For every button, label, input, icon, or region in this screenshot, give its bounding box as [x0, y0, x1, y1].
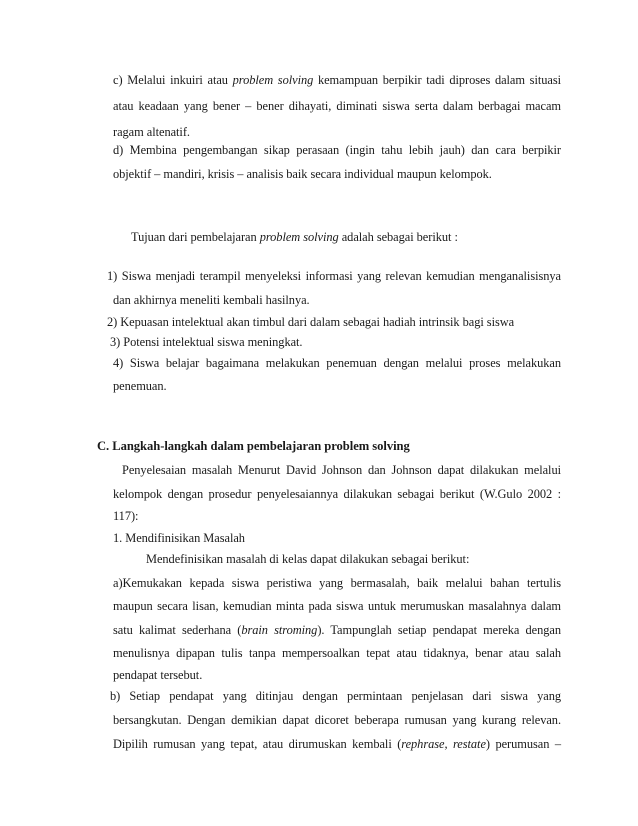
para-d-line-2: objektif – mandiri, krisis – analisis baik secara individual maupun kelompok. [113, 167, 492, 181]
item-a-line-5: pendapat tersebut. [113, 668, 203, 682]
tujuan-item-3: 3) Potensi intelektual siswa meningkat. [110, 335, 303, 349]
italic-term: rephrase, restate [401, 737, 486, 751]
tujuan-item-4: 4) Siswa belajar bagaimana melakukan penemuan dengan melalui proses melakukan [113, 356, 561, 370]
item-a-line-1: a)Kemukakan kepada siswa peristiwa yang bermasalah, baik melalui bahan tertulis [113, 576, 561, 590]
italic-term: brain stroming [241, 623, 318, 637]
item-b-line-2: bersangkutan. Dengan demikian dapat dicoret beberapa rumusan yang kurang relevan. [113, 713, 561, 727]
para-c-line-3: ragam altenatif. [113, 125, 190, 139]
item-a-line-3: satu kalimat sederhana (brain stroming). Tampunglah setiap pendapat mereka dengan [113, 623, 561, 637]
item-b-line-1: b) Setiap pendapat yang ditinjau dengan permintaan penjelasan dari siswa yang [110, 689, 561, 703]
item-b-line-3: Dipilih rumusan yang tepat, atau dirumuskan kembali (rephrase, restate) perumusan – [113, 737, 561, 751]
tujuan-item-4-cont: penemuan. [113, 379, 167, 393]
section-heading: C. Langkah-langkah dalam pembelajaran problem solving [97, 439, 410, 453]
item-a-line-2: maupun secara lisan, kemudian minta pada siswa untuk merumuskan masalahnya dalam [113, 599, 561, 613]
intro-line-1: Penyelesaian masalah Menurut David Johnson dan Johnson dapat dilakukan melalui [122, 463, 561, 477]
para-c-line-2: atau keadaan yang bener – bener dihayati, diminati siswa serta dalam berbagai macam [113, 99, 561, 113]
italic-term: problem solving [259, 230, 339, 244]
intro-line-2: kelompok dengan prosedur penyelesaiannya dilakukan sebagai berikut (W.Gulo 2002 : [113, 487, 561, 501]
tujuan-item-1: 1) Siswa menjadi terampil menyeleksi informasi yang relevan kemudian menganalisisnya [107, 269, 561, 283]
step-1-title: 1. Mendifinisikan Masalah [113, 531, 245, 545]
step-1-intro: Mendefinisikan masalah di kelas dapat dilakukan sebagai berikut: [146, 552, 470, 566]
intro-line-3: 117): [113, 509, 139, 523]
tujuan-item-1-cont: dan akhirnya meneliti kembali hasilnya. [113, 293, 310, 307]
italic-term: problem solving [232, 73, 314, 87]
para-d-line-1: d) Membina pengembangan sikap perasaan (ingin tahu lebih jauh) dan cara berpikir [113, 143, 561, 157]
para-c-line-1: c) Melalui inkuiri atau problem solving kemampuan berpikir tadi diproses dalam situasi [113, 73, 561, 87]
tujuan-item-2: 2) Kepuasan intelektual akan timbul dari dalam sebagai hadiah intrinsik bagi siswa [107, 315, 515, 329]
item-a-line-4: menulisnya dipapan tulis tanpa mempersoalkan tepat atau tidaknya, benar atau salah [113, 646, 561, 660]
tujuan-intro: Tujuan dari pembelajaran problem solving adalah sebagai berikut : [131, 230, 458, 244]
